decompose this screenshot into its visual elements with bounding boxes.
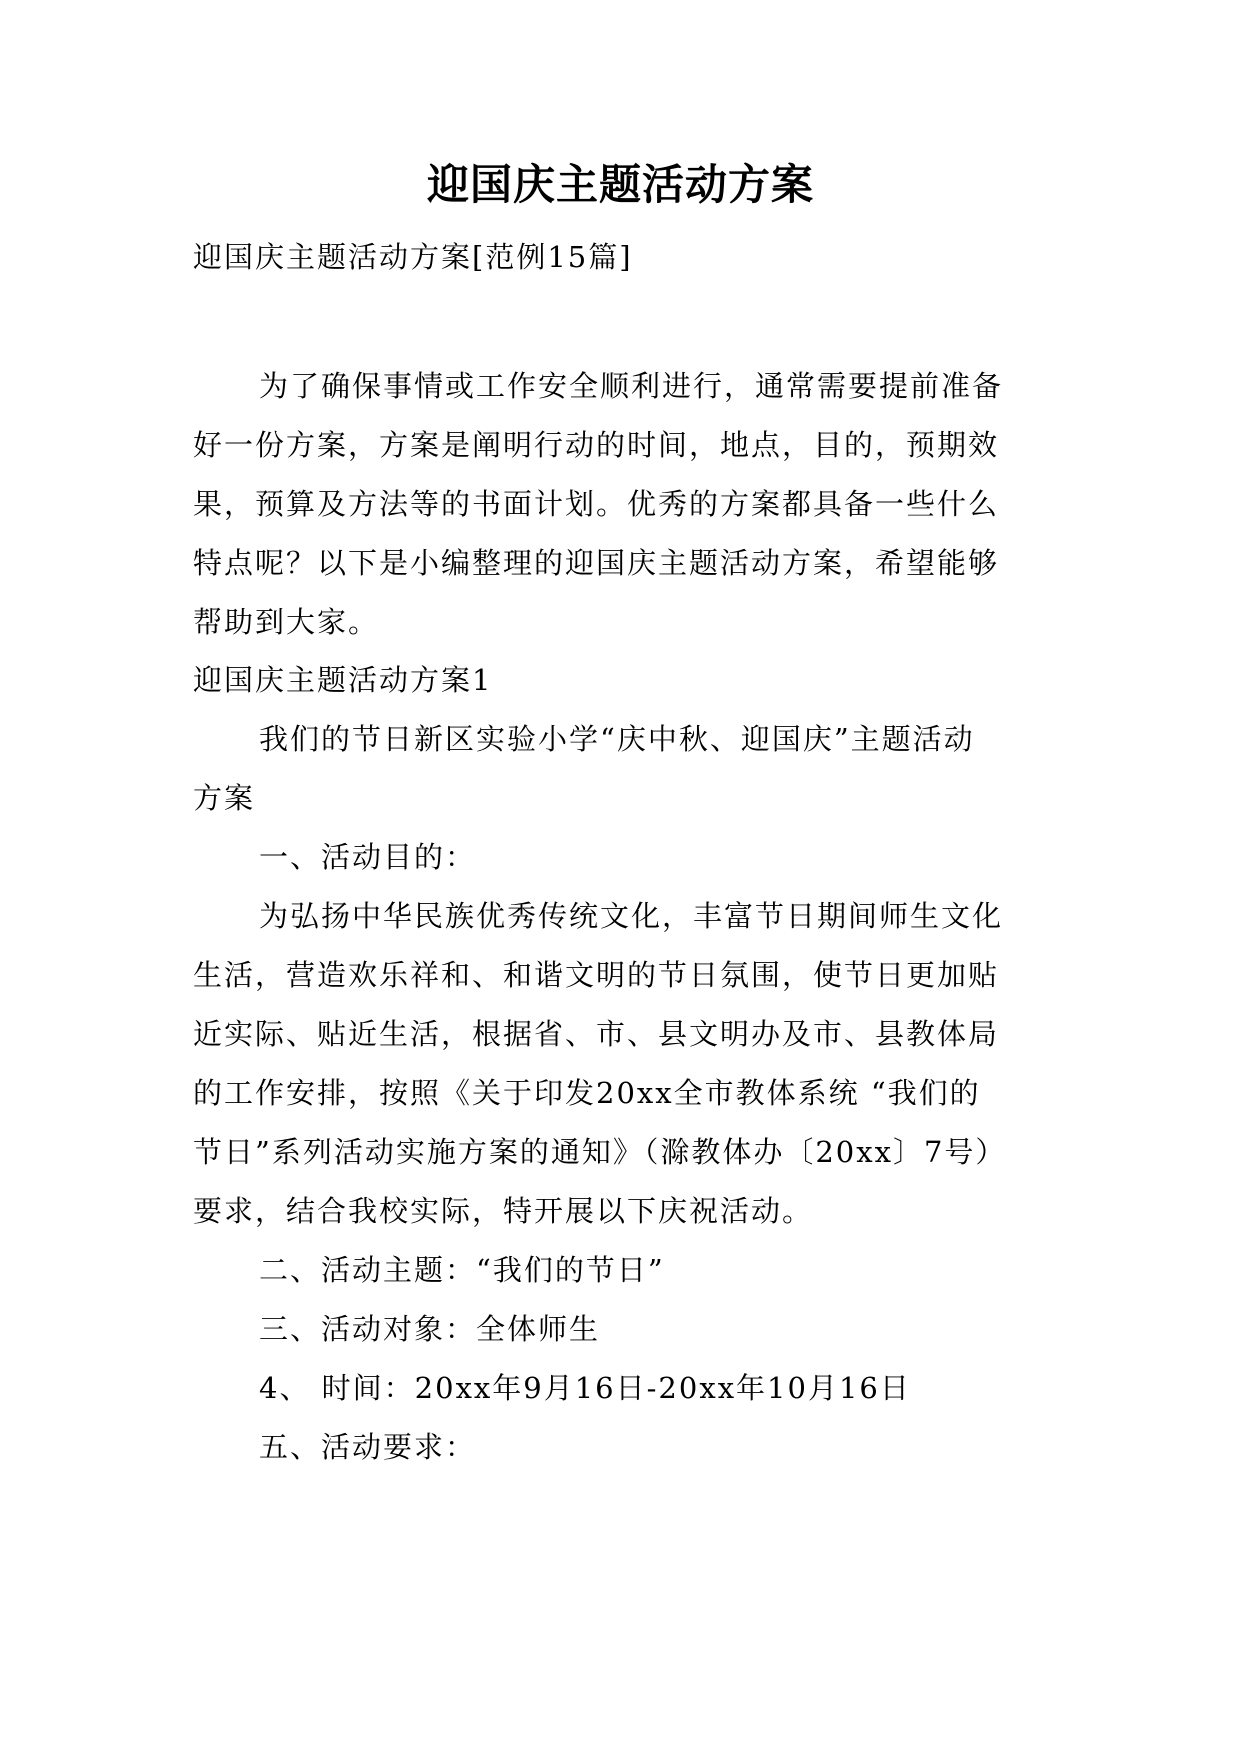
paragraph-line: 节日”系列活动实施方案的通知》（滁教体办〔20xx〕7号） — [193, 1135, 1007, 1169]
document-title: 迎国庆主题活动方案 — [426, 160, 814, 209]
paragraph-line: 的工作安排，按照《关于印发20xx全市教体系统 “我们的 — [193, 1076, 981, 1110]
paragraph-line: 近实际、贴近生活，根据省、市、县文明办及市、县教体局 — [193, 1017, 1000, 1051]
paragraph-line: 生活，营造欢乐祥和、和谐文明的节日氛围，使节日更加贴 — [193, 958, 1000, 992]
paragraph-line: 帮助到大家。 — [193, 605, 380, 639]
document-subtitle: 迎国庆主题活动方案[范例15篇] — [193, 240, 633, 274]
paragraph-line: 好一份方案，方案是阐明行动的时间，地点，目的，预期效 — [193, 428, 1000, 462]
paragraph-line: 方案 — [193, 781, 256, 815]
paragraph-line: 要求，结合我校实际，特开展以下庆祝活动。 — [193, 1194, 814, 1228]
paragraph-line: 为了确保事情或工作安全顺利进行，通常需要提前准备 — [259, 369, 1004, 403]
list-item-heading: 一、活动目的： — [259, 840, 477, 874]
intro-paragraph — [193, 357, 1053, 652]
list-item-heading: 4、 时间：20xx年9月16日-20xx年10月16日 — [259, 1371, 911, 1405]
paragraph-line: 果，预算及方法等的书面计划。优秀的方案都具备一些什么 — [193, 487, 1000, 521]
list-item-heading: 三、活动对象：全体师生 — [259, 1312, 601, 1346]
list-item-heading: 二、活动主题：“我们的节日” — [259, 1253, 665, 1287]
section-heading: 迎国庆主题活动方案1 — [193, 663, 493, 697]
paragraph-line: 为弘扬中华民族优秀传统文化，丰富节日期间师生文化 — [259, 899, 1004, 933]
list-item-heading: 五、活动要求： — [259, 1430, 477, 1464]
document-subtitle-block — [193, 228, 1053, 287]
paragraph-line: 特点呢？以下是小编整理的迎国庆主题活动方案，希望能够 — [193, 546, 1000, 580]
section-1 — [193, 651, 1053, 1477]
paragraph-line: 我们的节日新区实验小学“庆中秋、迎国庆”主题活动 — [259, 722, 975, 756]
